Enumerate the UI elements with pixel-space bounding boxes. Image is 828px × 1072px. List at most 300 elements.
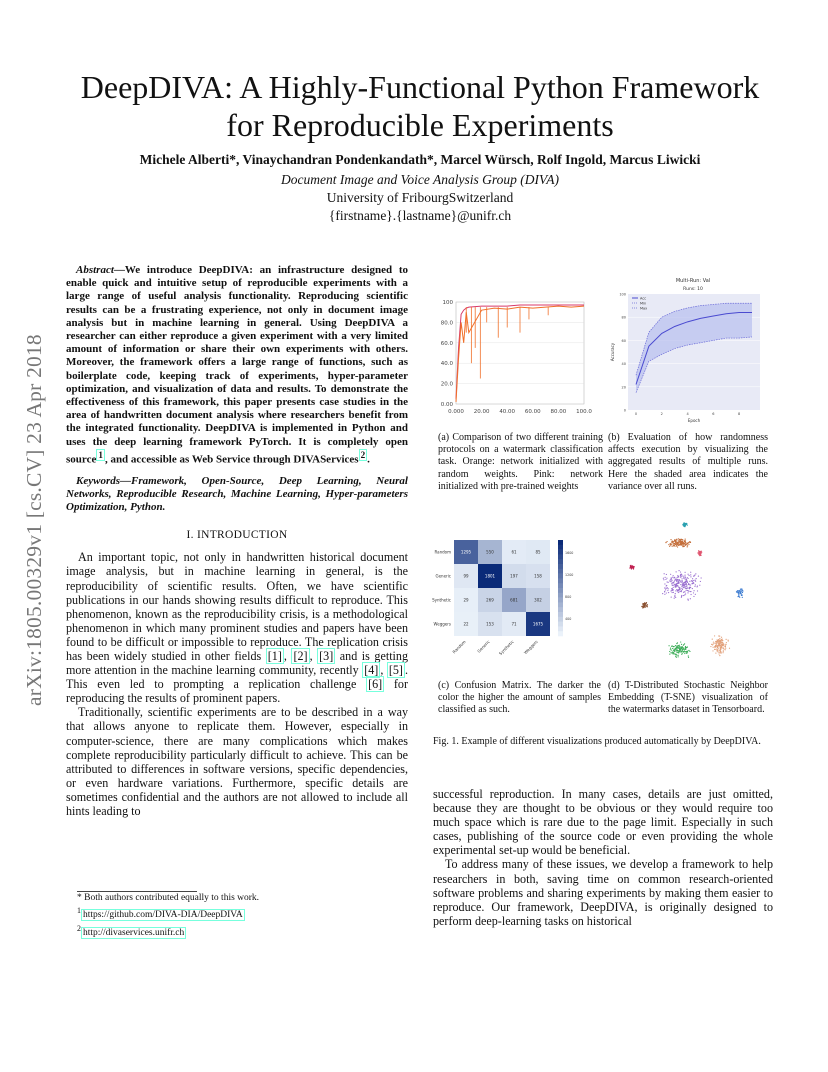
tsne-point	[673, 589, 674, 590]
colorbar-segment	[558, 598, 563, 603]
tsne-point	[692, 578, 693, 579]
tsne-point	[717, 642, 718, 643]
tsne-point	[631, 566, 632, 567]
tsne-point	[722, 642, 723, 643]
tsne-point	[673, 546, 674, 547]
tsne-point	[684, 587, 685, 588]
tsne-point	[678, 591, 679, 592]
tsne-point	[682, 584, 683, 585]
tsne-point	[713, 641, 714, 642]
confusion-cell-value: 71	[511, 621, 517, 627]
colorbar-tick: 1200	[565, 573, 574, 577]
citation-3[interactable]: [3]	[319, 648, 334, 663]
tsne-point	[738, 595, 739, 596]
tsne-point	[685, 541, 686, 542]
tsne-point	[740, 589, 741, 590]
tsne-point	[690, 594, 691, 595]
tsne-point	[689, 587, 690, 588]
tsne-point	[630, 565, 631, 566]
tsne-point	[725, 649, 726, 650]
tsne-point	[690, 574, 691, 575]
figure-d	[610, 515, 775, 675]
tsne-point	[687, 543, 688, 544]
tsne-point	[717, 647, 718, 648]
tsne-point	[684, 586, 685, 587]
tsne-point	[682, 653, 683, 654]
tsne-point	[729, 648, 730, 649]
tsne-point	[718, 653, 719, 654]
confusion-cell-value: 29	[463, 597, 469, 603]
tsne-point	[647, 605, 648, 606]
colorbar-tick: 400	[565, 617, 572, 621]
tsne-point	[663, 579, 664, 580]
para1-text-d: for reproducing the results of prominent papers.	[66, 677, 409, 706]
tsne-point	[741, 595, 742, 596]
confusion-cell-value: 550	[486, 549, 494, 555]
tsne-point	[718, 639, 719, 640]
tsne-point	[677, 647, 678, 648]
tsne-point	[681, 542, 682, 543]
chart-d-tsne	[610, 515, 775, 675]
tsne-point	[690, 572, 691, 573]
tsne-point	[680, 543, 681, 544]
tsne-point	[673, 575, 674, 576]
tsne-point	[630, 567, 631, 568]
arxiv-identifier: arXiv:1805.00329v1 [cs.CV] 23 Apr 2018	[22, 334, 46, 706]
legend-min: Min	[640, 301, 647, 306]
tsne-point	[671, 649, 672, 650]
tsne-point	[676, 649, 677, 650]
tsne-point	[687, 587, 688, 588]
tsne-point	[673, 577, 674, 578]
tsne-point	[675, 590, 676, 591]
colorbar-segment	[558, 622, 563, 627]
affiliation-university: University of FribourgSwitzerland	[326, 190, 514, 205]
tsne-point	[676, 652, 677, 653]
citation-1[interactable]: [1]	[267, 648, 282, 663]
tsne-point	[684, 578, 685, 579]
tsne-point	[682, 545, 683, 546]
tsne-point	[690, 587, 691, 588]
tsne-point	[673, 652, 674, 653]
colorbar-segment	[558, 574, 563, 579]
tsne-point	[672, 585, 673, 586]
tsne-point	[687, 598, 688, 599]
tsne-point	[683, 543, 684, 544]
tsne-point	[671, 578, 672, 579]
colorbar-tick: 800	[565, 595, 572, 599]
colorbar-segment	[558, 607, 563, 612]
tsne-point	[683, 525, 684, 526]
tsne-point	[716, 644, 717, 645]
tsne-point	[690, 591, 691, 592]
tsne-point	[666, 592, 667, 593]
tsne-point	[718, 635, 719, 636]
tsne-point	[684, 594, 685, 595]
tsne-point	[672, 546, 673, 547]
tsne-point	[665, 577, 666, 578]
tsne-point	[722, 640, 723, 641]
tsne-point	[678, 540, 679, 541]
tsne-point	[684, 591, 685, 592]
tsne-point	[738, 593, 739, 594]
tsne-point	[679, 649, 680, 650]
chart-b-ytick: 60	[621, 338, 626, 343]
tsne-point	[689, 541, 690, 542]
tsne-point	[718, 650, 719, 651]
tsne-point	[676, 584, 677, 585]
tsne-point	[676, 539, 677, 540]
tsne-point	[674, 539, 675, 540]
tsne-point	[699, 555, 700, 556]
para1-text-b: and is getting more attention in the machine learning community, recently	[66, 648, 409, 678]
tsne-point	[687, 590, 688, 591]
tsne-point	[642, 603, 643, 604]
chart-b-title: Multi-Run: Val	[675, 278, 711, 284]
chart-b-ytick: 100	[619, 292, 626, 297]
tsne-point	[678, 581, 679, 582]
abstract-end: .	[367, 453, 370, 466]
tsne-point	[693, 583, 694, 584]
footnote-ref-1[interactable]: 1	[98, 449, 103, 460]
tsne-point	[722, 639, 723, 640]
tsne-point	[681, 588, 682, 589]
abstract-label: Abstract	[76, 264, 114, 276]
footnote-star: * Both authors contributed equally to this work.	[77, 893, 260, 903]
chart-b-ytick: 20	[621, 385, 626, 390]
tsne-point	[670, 574, 671, 575]
tsne-point	[670, 539, 671, 540]
chart-a-ytick: 60.0	[440, 340, 453, 347]
tsne-point	[714, 635, 715, 636]
tsne-point	[741, 591, 742, 592]
tsne-point	[664, 583, 665, 584]
tsne-point	[684, 574, 685, 575]
tsne-point	[726, 639, 727, 640]
tsne-point	[687, 546, 688, 547]
tsne-point	[666, 578, 667, 579]
tsne-point	[685, 572, 686, 573]
confusion-cell-value: 99	[463, 573, 469, 579]
tsne-point	[684, 544, 685, 545]
tsne-point	[674, 646, 675, 647]
tsne-point	[669, 654, 670, 655]
tsne-point	[676, 585, 677, 586]
tsne-point	[714, 649, 715, 650]
tsne-point	[715, 641, 716, 642]
tsne-point	[723, 650, 724, 651]
tsne-point	[681, 644, 682, 645]
tsne-point	[677, 582, 678, 583]
tsne-point	[714, 643, 715, 644]
tsne-point	[683, 652, 684, 653]
keywords: Keywords—Framework, Open-Source, Deep Learning, Neural Networks, Reproducible Research, Machine Learning, Hyper-parameters Optimization, Python.	[66, 474, 408, 514]
tsne-point	[669, 580, 670, 581]
tsne-point	[720, 649, 721, 650]
colorbar-segment	[558, 578, 563, 583]
tsne-point	[712, 639, 713, 640]
tsne-point	[671, 592, 672, 593]
tsne-point	[677, 655, 678, 656]
tsne-point	[670, 544, 671, 545]
tsne-point	[667, 587, 668, 588]
tsne-point	[742, 590, 743, 591]
footnote-2	[77, 923, 409, 940]
intro-paragraph-1: An important topic, not only in handwritten historical document image analysis, but in machine learning in general, is the reproducibility of scientific results. Often, we have scientific publications in our hands showing results difficult to reproduce. This phenomenon, known as the reproducibility crisis, is a methodological phenomenon in which many prominent studies and papers have been found to be difficult or impossible to reproduce. The replication crisis has been widely studied in other fields [1] , [2] , [3] and is getting more attention in the machine learning community, recently [4] , [5] . This even led to prompting a replication challenge [6] for reproducing the results of prominent papers.	[66, 550, 409, 706]
tsne-point	[719, 638, 720, 639]
tsne-point	[742, 597, 743, 598]
tsne-point	[673, 653, 674, 654]
tsne-point	[680, 584, 681, 585]
tsne-point	[675, 645, 676, 646]
tsne-point	[722, 652, 723, 653]
tsne-point	[674, 581, 675, 582]
tsne-point	[687, 651, 688, 652]
citation-2[interactable]: [2]	[293, 648, 308, 663]
tsne-point	[689, 584, 690, 585]
tsne-point	[723, 645, 724, 646]
tsne-point	[683, 523, 684, 524]
tsne-point	[684, 643, 685, 644]
abstract	[66, 264, 408, 467]
tsne-point	[673, 592, 674, 593]
tsne-point	[665, 589, 666, 590]
tsne-point	[670, 649, 671, 650]
tsne-point	[678, 647, 679, 648]
tsne-point	[676, 541, 677, 542]
colorbar-segment	[558, 540, 563, 545]
tsne-point	[673, 650, 674, 651]
tsne-point	[678, 652, 679, 653]
tsne-point	[676, 571, 677, 572]
tsne-point	[684, 653, 685, 654]
chart-b-xtick: 8	[737, 412, 741, 416]
tsne-point	[687, 646, 688, 647]
tsne-point	[671, 544, 672, 545]
tsne-point	[683, 645, 684, 646]
tsne-point	[693, 590, 694, 591]
tsne-point	[673, 543, 674, 544]
confusion-row-label: Generic	[435, 573, 451, 579]
tsne-point	[668, 588, 669, 589]
tsne-point	[671, 596, 672, 597]
tsne-point	[677, 580, 678, 581]
tsne-point	[723, 648, 724, 649]
right-paragraph-1: successful reproduction. In many cases, details are just omitted, because they are thought to be obvious or they would require too much space which is rare due to the page limit. Especially in such cases, publishing of the source code or even providing the whole experimental set-up would be beneficial.	[433, 787, 773, 858]
tsne-point	[682, 646, 683, 647]
tsne-point	[673, 648, 674, 649]
tsne-point	[681, 543, 682, 544]
tsne-point	[692, 588, 693, 589]
tsne-point	[681, 582, 682, 583]
colorbar-segment	[558, 550, 563, 555]
tsne-point	[685, 540, 686, 541]
tsne-point	[633, 567, 634, 568]
tsne-point	[646, 602, 647, 603]
tsne-point	[680, 591, 681, 592]
tsne-point	[688, 575, 689, 576]
chart-a-ytick: 100	[442, 300, 453, 306]
tsne-point	[720, 648, 721, 649]
citation-6[interactable]: [6]	[368, 677, 383, 692]
tsne-point	[739, 590, 740, 591]
tsne-point	[692, 580, 693, 581]
tsne-point	[725, 644, 726, 645]
tsne-point	[686, 588, 687, 589]
chart-b-ytick: 80	[621, 315, 626, 320]
tsne-point	[674, 580, 675, 581]
chart-a-xtick: 20.00	[473, 409, 490, 415]
tsne-point	[664, 594, 665, 595]
tsne-point	[695, 573, 696, 574]
footnote-rule	[77, 891, 197, 892]
tsne-point	[673, 541, 674, 542]
tsne-point	[738, 590, 739, 591]
tsne-point	[685, 649, 686, 650]
tsne-point	[690, 576, 691, 577]
chart-a-xtick: 40.00	[499, 409, 516, 415]
colorbar-segment	[558, 612, 563, 617]
tsne-point	[714, 646, 715, 647]
tsne-point	[672, 653, 673, 654]
chart-a-xtick: 0.000	[448, 409, 464, 415]
tsne-point	[738, 594, 739, 595]
tsne-point	[721, 637, 722, 638]
confusion-row-label: Synthetic	[432, 597, 451, 603]
tsne-point	[676, 545, 677, 546]
tsne-point	[711, 644, 712, 645]
tsne-point	[688, 650, 689, 651]
tsne-point	[664, 591, 665, 592]
tsne-point	[690, 584, 691, 585]
footnote-url-1[interactable]: https://github.com/DIVA-DIA/DeepDIVA	[82, 909, 243, 920]
tsne-point	[690, 598, 691, 599]
chart-b-ytick: 0	[623, 408, 626, 413]
colorbar-segment	[558, 602, 563, 607]
tsne-point	[687, 581, 688, 582]
tsne-point	[679, 587, 680, 588]
tsne-point	[689, 581, 690, 582]
chart-b-xtick: 2	[660, 412, 663, 416]
chart-b-xlabel: Epoch	[687, 418, 701, 423]
tsne-point	[681, 590, 682, 591]
tsne-point	[667, 541, 668, 542]
tsne-point	[684, 651, 685, 652]
tsne-point	[671, 588, 672, 589]
chart-a-ytick: 40.0	[440, 361, 453, 368]
caption-d: (d) T-Distributed Stochastic Neighbor Embedding (T-SNE) visualization of the watermarks dataset in Tensorboard.	[608, 680, 768, 716]
colorbar-segment	[558, 545, 563, 550]
footnote-2-number: 2	[77, 924, 81, 934]
tsne-point	[688, 591, 689, 592]
tsne-point	[713, 643, 714, 644]
tsne-point	[672, 577, 673, 578]
tsne-point	[685, 582, 686, 583]
tsne-point	[678, 645, 679, 646]
tsne-point	[670, 543, 671, 544]
chart-a-ytick: 20.0	[440, 381, 453, 388]
tsne-point	[737, 591, 738, 592]
tsne-point	[693, 596, 694, 597]
figure-b	[608, 272, 768, 432]
tsne-point	[668, 592, 669, 593]
tsne-point	[687, 524, 688, 525]
footnote-url-2[interactable]: http://divaservices.unifr.ch	[82, 928, 185, 939]
tsne-point	[681, 650, 682, 651]
tsne-point	[685, 593, 686, 594]
tsne-point	[674, 598, 675, 599]
chart-b-ytick: 40	[621, 362, 626, 367]
confusion-cell-value: 158	[534, 573, 542, 579]
tsne-point	[678, 589, 679, 590]
tsne-point	[664, 587, 665, 588]
tsne-point	[741, 590, 742, 591]
chart-b-ylabel: Accuracy	[610, 342, 615, 362]
chart-a-xtick: 80.00	[550, 409, 567, 415]
tsne-point	[689, 651, 690, 652]
tsne-point	[719, 652, 720, 653]
tsne-point	[720, 643, 721, 644]
abstract-text: —We introduce DeepDIVA: an infrastructure designed to enable quick and intuitive setup of reproducible experiments with a large range of useful analysis functionality. Reproducing scientific results can be a frustrating experience, not only in document image analysis but in machine learning in general. Using DeepDIVA a researcher can either reproduce a given experiment with a very limited amount of information or share their own experiments with others. Moreover, the framework offers a large range of functions, such as boilerplate code, keeping track of experiments, hyper-parameter optimization, and visualization of data and results. To demonstrate the effectiveness of this framework, this paper presents case studies in the area of handwritten document analysis where researchers benefit from the integrated functionality. DeepDIVA is implemented in Python and uses the deep learning framework PyTorch. It is completely open source	[66, 264, 408, 466]
tsne-point	[710, 646, 711, 647]
tsne-point	[684, 540, 685, 541]
tsne-point	[680, 571, 681, 572]
tsne-point	[670, 581, 671, 582]
tsne-point	[678, 570, 679, 571]
tsne-point	[728, 640, 729, 641]
tsne-point	[677, 590, 678, 591]
tsne-point	[671, 583, 672, 584]
tsne-point	[679, 539, 680, 540]
chart-a-ytick: 0.00	[440, 402, 453, 408]
tsne-point	[683, 595, 684, 596]
tsne-point	[679, 646, 680, 647]
citation-5[interactable]: [5]	[388, 663, 403, 678]
intro-paragraph-2: Traditionally, scientific experiments are to be described in a way that allows anyone to replicate them. However, especially in computer-science, there are many complications which makes complete reproducibility particularly difficult to achieve. This can be attributed to differences in software versions, specific dependencies, or even hardware variations. Furthermore, specific details are sometimes confidential and the authors are not allowed to include all hints leading to	[66, 705, 408, 818]
tsne-point	[667, 581, 668, 582]
tsne-point	[665, 542, 666, 543]
tsne-point	[685, 582, 686, 583]
confusion-cell-value: 1675	[532, 621, 544, 627]
tsne-point	[671, 646, 672, 647]
tsne-point	[694, 580, 695, 581]
tsne-point	[723, 647, 724, 648]
tsne-point	[643, 606, 644, 607]
tsne-point	[688, 574, 689, 575]
colorbar-segment	[558, 626, 563, 631]
left-column	[66, 264, 408, 818]
tsne-point	[716, 639, 717, 640]
confusion-cell-value: 1801	[484, 573, 496, 579]
tsne-point	[675, 540, 676, 541]
tsne-point	[685, 580, 686, 581]
tsne-point	[699, 551, 700, 552]
colorbar-segment	[558, 593, 563, 598]
tsne-point	[678, 545, 679, 546]
tsne-point	[631, 568, 632, 569]
footnote-ref-2[interactable]: 2	[360, 449, 366, 460]
tsne-point	[718, 643, 719, 644]
tsne-point	[675, 593, 676, 594]
tsne-point	[682, 589, 683, 590]
tsne-point	[685, 538, 686, 539]
legend-max: Max	[640, 306, 648, 311]
tsne-point	[678, 576, 679, 577]
tsne-point	[714, 647, 715, 648]
tsne-point	[676, 589, 677, 590]
citation-4[interactable]: [4]	[364, 663, 379, 678]
tsne-point	[718, 644, 719, 645]
